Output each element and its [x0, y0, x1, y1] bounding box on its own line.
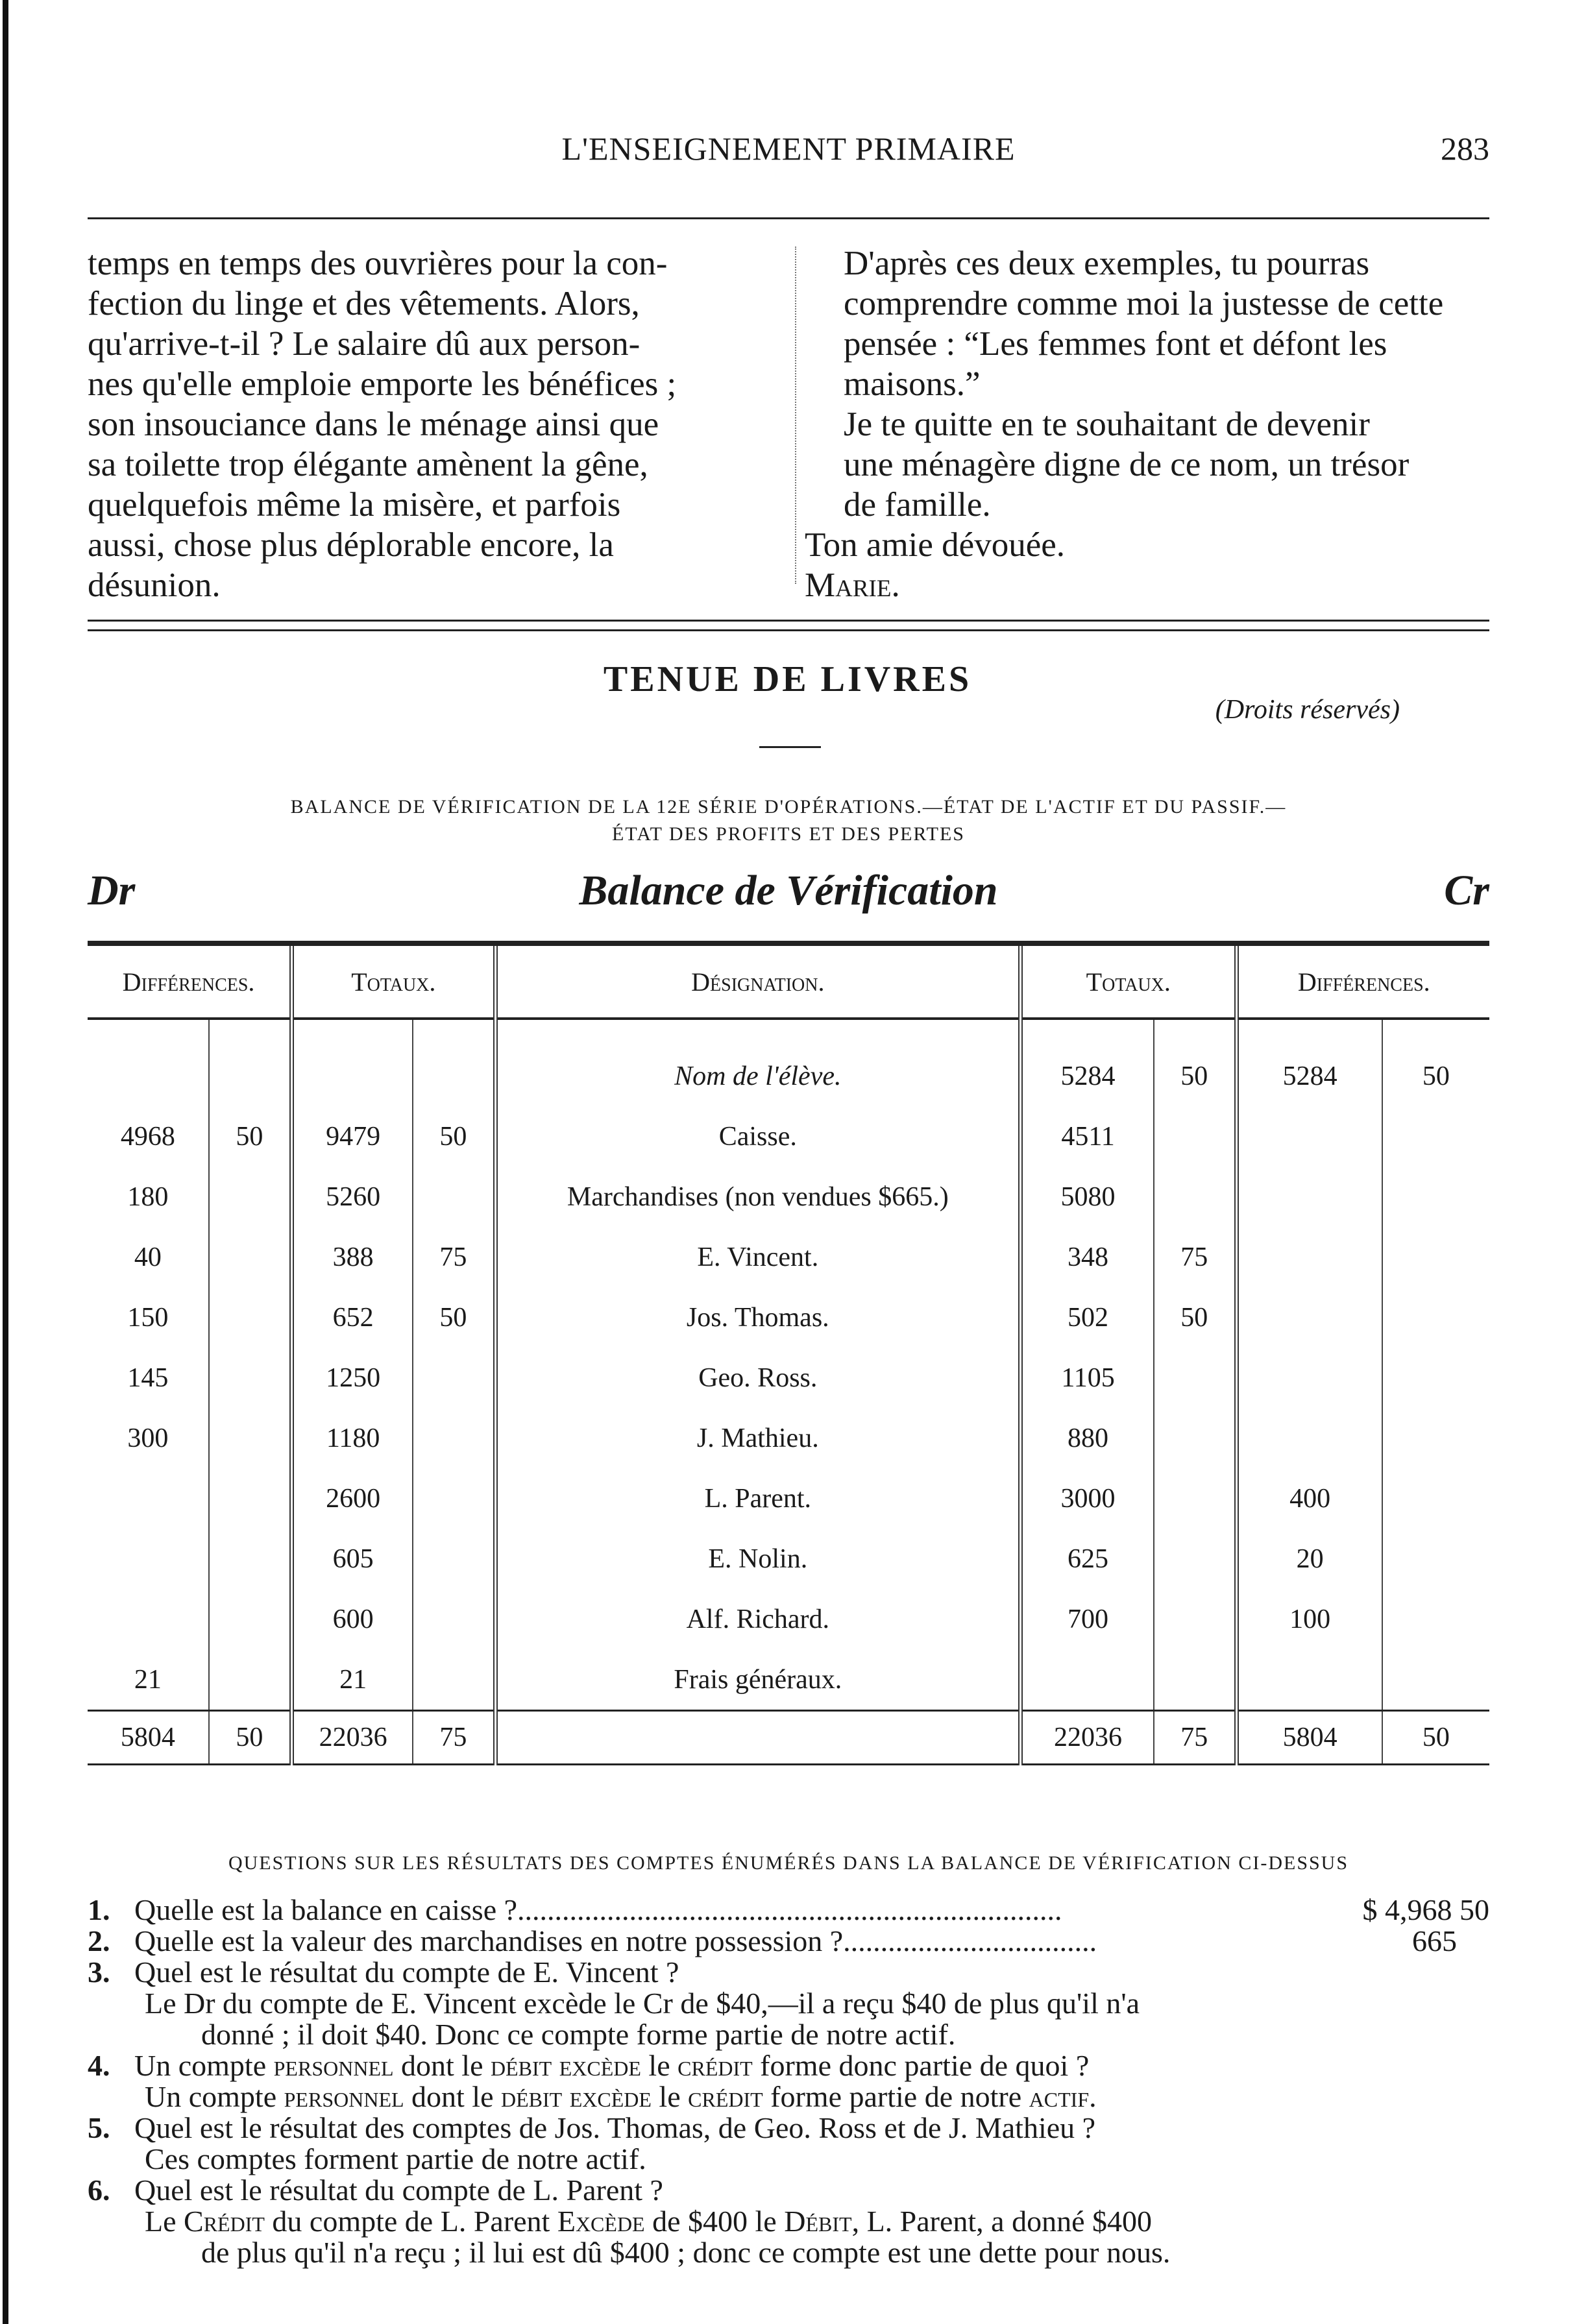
table-row — [88, 1287, 1489, 1348]
question-text: le — [641, 2049, 678, 2082]
column-header: Différences. — [1236, 943, 1489, 1019]
column-divider — [795, 247, 796, 584]
cell: 50 — [413, 1106, 495, 1167]
cell — [495, 1711, 1020, 1765]
cell — [413, 1348, 495, 1408]
cell: 700 — [1021, 1589, 1154, 1649]
cell — [413, 1468, 495, 1529]
cell — [1382, 1106, 1489, 1167]
question — [88, 1894, 1489, 1926]
answer-fragment: le — [651, 2080, 689, 2113]
cell — [1382, 1468, 1489, 1529]
cell — [209, 1649, 292, 1711]
cell — [1154, 1468, 1236, 1529]
cell: 50 — [209, 1106, 292, 1167]
letter-signoff: Ton amie dévouée. — [805, 526, 1065, 564]
balance-header — [88, 866, 1489, 918]
cell — [1236, 1106, 1382, 1167]
question-number: 4. — [88, 2049, 110, 2082]
keyword: Crédit — [184, 2205, 265, 2238]
question — [88, 2112, 1489, 2144]
question-text: Quel est le résultat des comptes de Jos. Thomas, de Geo. Ross et de J. Mathieu ? — [134, 2111, 1096, 2144]
question-number: 3. — [88, 1955, 110, 1989]
keyword: Débit — [784, 2205, 852, 2238]
text-line: qu'arrive-t-il ? Le salaire dû aux person- — [88, 325, 641, 363]
cell — [209, 1408, 292, 1468]
cell: 75 — [1154, 1227, 1236, 1287]
question-number: 1. — [88, 1893, 110, 1926]
cell: 348 — [1021, 1227, 1154, 1287]
cell: 5284 — [1021, 1019, 1154, 1106]
cell: 100 — [1236, 1589, 1382, 1649]
text-line: pensée : “Les femmes font et défont les — [844, 325, 1387, 363]
cell: 5804 — [88, 1711, 209, 1765]
cell — [88, 1468, 209, 1529]
table-row — [88, 1529, 1489, 1589]
cell: 300 — [127, 1423, 169, 1453]
cell — [1382, 1167, 1489, 1227]
account-name: E. Nolin. — [495, 1529, 1020, 1589]
cell: 150 — [127, 1302, 169, 1333]
text-line: une ménagère digne de ce nom, un trésor — [844, 446, 1410, 483]
text-line: de famille. — [844, 486, 991, 524]
text-line: temps en temps des ouvrières pour la con- — [88, 245, 668, 282]
cell: 50 — [209, 1711, 292, 1765]
answer-text: de plus qu'il n'a reçu ; il lui est dû $400 ; donc ce compte est une dette pour nous. — [201, 2236, 1171, 2269]
question-text: dont le — [393, 2049, 491, 2082]
text-line: son insouciance dans le ménage ainsi que — [88, 405, 659, 443]
cell — [413, 1167, 495, 1227]
cell: 5080 — [1021, 1167, 1154, 1227]
cell — [88, 1529, 209, 1589]
page-number: 283 — [1441, 130, 1489, 167]
column-header: Désignation. — [495, 943, 1020, 1019]
cell — [1382, 1227, 1489, 1287]
binding-edge — [3, 0, 8, 2324]
cell — [88, 1019, 209, 1106]
cell: 400 — [1236, 1468, 1382, 1529]
cell: 21 — [292, 1649, 413, 1711]
totals-row — [88, 1711, 1489, 1765]
cell: 1105 — [1021, 1348, 1154, 1408]
cell — [209, 1167, 292, 1227]
cell: 502 — [1021, 1287, 1154, 1348]
text-line: aussi, chose plus déplorable encore, la — [88, 526, 614, 564]
cell: 4511 — [1021, 1106, 1154, 1167]
right-column — [805, 243, 1489, 605]
debit-label: Dr — [88, 867, 136, 914]
keyword: débit — [501, 2080, 563, 2113]
text-line: sa toilette trop élégante amènent la gêne, — [88, 446, 648, 483]
answer-fragment: du compte de L. Parent — [264, 2205, 557, 2238]
cell — [1236, 1348, 1382, 1408]
cell: 50 — [1382, 1019, 1489, 1106]
answer-text: donné ; il doit $40. Donc ce compte forme partie de notre actif. — [201, 2018, 956, 2051]
account-name: Alf. Richard. — [495, 1589, 1020, 1649]
cell: 3000 — [1021, 1468, 1154, 1529]
table-header-row — [88, 943, 1489, 1019]
answer-fragment: forme partie de notre — [763, 2080, 1029, 2113]
cell: 1180 — [292, 1408, 413, 1468]
cell — [1154, 1167, 1236, 1227]
cell: 20 — [1236, 1529, 1382, 1589]
table-row — [88, 1019, 1489, 1106]
cell — [1154, 1106, 1236, 1167]
cell — [1021, 1649, 1154, 1711]
title-rule — [759, 746, 821, 748]
answer-fragment: Le — [145, 2205, 184, 2238]
cell: 5804 — [1236, 1711, 1382, 1765]
text-line: Je te quitte en te souhaitant de devenir — [844, 405, 1370, 443]
keyword: excède — [569, 2080, 652, 2113]
cell: 40 — [134, 1242, 162, 1272]
answer-text: Le Dr du compte de E. Vincent excède le Cr de $40,—il a reçu $40 de plus qu'il n'a — [145, 1987, 1140, 2020]
keyword: crédit — [678, 2049, 753, 2082]
cell — [1236, 1408, 1382, 1468]
cell — [413, 1589, 495, 1649]
cell: 145 — [127, 1362, 169, 1393]
questions-title: QUESTIONS SUR LES RÉSULTATS DES COMPTES ÉNUMÉRÉS DANS LA BALANCE DE VÉRIFICATION CI-DESSUS — [228, 1852, 1349, 1874]
cell: 5260 — [292, 1167, 413, 1227]
account-name: Nom de l'élève. — [495, 1019, 1020, 1106]
account-name: L. Parent. — [495, 1468, 1020, 1529]
question — [88, 1957, 1489, 1988]
answer-text — [88, 2206, 1489, 2237]
question-number: 2. — [88, 1924, 110, 1957]
cell — [1154, 1408, 1236, 1468]
cell — [209, 1287, 292, 1348]
cell — [413, 1649, 495, 1711]
credit-label: Cr — [1444, 867, 1489, 914]
cell: 605 — [292, 1529, 413, 1589]
text-line: comprendre comme moi la justesse de cette — [844, 285, 1444, 322]
left-column — [88, 243, 788, 605]
account-name: Geo. Ross. — [495, 1348, 1020, 1408]
section-title: TENUE DE LIVRES — [603, 659, 972, 699]
cell: 4968 — [120, 1121, 175, 1152]
answer-amount: $ 4,968 50 — [1362, 1893, 1489, 1926]
table-row — [88, 1408, 1489, 1468]
table-row — [88, 1227, 1489, 1287]
running-head — [88, 130, 1489, 175]
cell: 50 — [413, 1287, 495, 1348]
cell: 625 — [1021, 1529, 1154, 1589]
cell: 5284 — [1236, 1019, 1382, 1106]
question-number: 5. — [88, 2111, 110, 2144]
question-text: Quelle est la valeur des marchandises en notre possession ?.................................. — [134, 1924, 1097, 1957]
cell: 180 — [127, 1181, 169, 1212]
cell: 600 — [292, 1589, 413, 1649]
journal-title: L'ENSEIGNEMENT PRIMAIRE — [561, 130, 1016, 167]
cell: 880 — [1021, 1408, 1154, 1468]
question-number: 6. — [88, 2173, 110, 2207]
account-name: Jos. Thomas. — [495, 1287, 1020, 1348]
cell: 75 — [413, 1711, 495, 1765]
table-row — [88, 1468, 1489, 1529]
cell — [1382, 1408, 1489, 1468]
cell — [413, 1019, 495, 1106]
cell — [1382, 1529, 1489, 1589]
cell: 21 — [134, 1664, 162, 1695]
keyword: personnel — [273, 2049, 394, 2082]
subtitle-line: ÉTAT DES PROFITS ET DES PERTES — [612, 823, 965, 845]
cell — [209, 1227, 292, 1287]
cell — [209, 1589, 292, 1649]
trial-balance-table — [88, 941, 1489, 1765]
answer-fragment: de $400 le — [644, 2205, 785, 2238]
question — [88, 1926, 1489, 1957]
cell — [413, 1529, 495, 1589]
column-header: Totaux. — [292, 943, 496, 1019]
cell — [413, 1408, 495, 1468]
account-name: J. Mathieu. — [495, 1408, 1020, 1468]
cell: 22036 — [1021, 1711, 1154, 1765]
answer-fragment: Un compte — [145, 2080, 284, 2113]
rights-notice: (Droits réservés) — [1215, 695, 1400, 725]
keyword: excède — [559, 2049, 641, 2082]
cell: 2600 — [292, 1468, 413, 1529]
cell — [292, 1019, 413, 1106]
answer-text: Ces comptes forment partie de notre actif. — [145, 2142, 646, 2175]
cell: 50 — [1154, 1019, 1236, 1106]
questions-list — [88, 1894, 1489, 2268]
answer-fragment: , L. Parent, a donné $400 — [851, 2205, 1153, 2238]
subtitle-line: BALANCE DE VÉRIFICATION DE LA 12E SÉRIE D'OPÉRATIONS.—ÉTAT DE L'ACTIF ET DU PASSIF.— — [290, 796, 1287, 817]
account-name: E. Vincent. — [495, 1227, 1020, 1287]
keyword: crédit — [688, 2080, 763, 2113]
keyword: actif. — [1029, 2080, 1097, 2113]
keyword: Excède — [557, 2205, 645, 2238]
table-row — [88, 1348, 1489, 1408]
account-name: Marchandises (non vendues $665.) — [495, 1167, 1020, 1227]
question — [88, 2050, 1489, 2081]
cell — [1382, 1287, 1489, 1348]
cell — [1382, 1589, 1489, 1649]
question-text: Quelle est la balance en caisse ?......................................................................... — [134, 1893, 1062, 1926]
answer-text — [88, 2081, 1489, 2112]
answer-amount: 665 — [1412, 1924, 1457, 1957]
answer-fragment: dont le — [404, 2080, 502, 2113]
text-line: fection du linge et des vêtements. Alors, — [88, 285, 640, 322]
cell — [1382, 1649, 1489, 1711]
cell: 50 — [1154, 1287, 1236, 1348]
question-text: Quel est le résultat du compte de L. Parent ? — [134, 2173, 663, 2207]
cell — [1236, 1227, 1382, 1287]
table-row — [88, 1167, 1489, 1227]
keyword: personnel — [284, 2080, 404, 2113]
table-row — [88, 1106, 1489, 1167]
table-row — [88, 1649, 1489, 1711]
cell: 22036 — [292, 1711, 413, 1765]
column-header: Différences. — [88, 943, 292, 1019]
column-header: Totaux. — [1021, 943, 1237, 1019]
text-line: maisons.” — [844, 365, 981, 403]
cell — [1154, 1649, 1236, 1711]
question-text: Quel est le résultat du compte de E. Vincent ? — [134, 1955, 679, 1989]
cell — [1154, 1529, 1236, 1589]
account-name: Frais généraux. — [495, 1649, 1020, 1711]
text-line: D'après ces deux exemples, tu pourras — [844, 245, 1370, 282]
cell: 9479 — [292, 1106, 413, 1167]
section-divider — [88, 620, 1489, 631]
cell: 75 — [1154, 1711, 1236, 1765]
account-name: Caisse. — [495, 1106, 1020, 1167]
question-text: forme donc partie de quoi ? — [752, 2049, 1090, 2082]
cell: 50 — [1382, 1711, 1489, 1765]
cell — [209, 1019, 292, 1106]
cell — [1382, 1348, 1489, 1408]
cell — [88, 1589, 209, 1649]
keyword: débit — [491, 2049, 552, 2082]
text-line: désunion. — [88, 566, 221, 604]
cell — [1236, 1287, 1382, 1348]
letter-signature: Marie. — [805, 566, 900, 604]
table-row — [88, 1589, 1489, 1649]
cell — [1154, 1589, 1236, 1649]
text-line: quelquefois même la misère, et parfois — [88, 486, 621, 524]
question — [88, 2175, 1489, 2206]
balance-title: Balance de Vérification — [579, 867, 998, 914]
cell: 652 — [292, 1287, 413, 1348]
header-rule — [88, 217, 1489, 219]
cell — [209, 1348, 292, 1408]
cell — [1236, 1649, 1382, 1711]
question-text: Un compte — [134, 2049, 274, 2082]
cell — [1154, 1348, 1236, 1408]
cell: 1250 — [292, 1348, 413, 1408]
text-line: nes qu'elle emploie emporte les bénéfices ; — [88, 365, 677, 403]
cell — [209, 1529, 292, 1589]
cell — [209, 1468, 292, 1529]
cell: 388 — [292, 1227, 413, 1287]
cell — [1236, 1167, 1382, 1227]
cell: 75 — [413, 1227, 495, 1287]
